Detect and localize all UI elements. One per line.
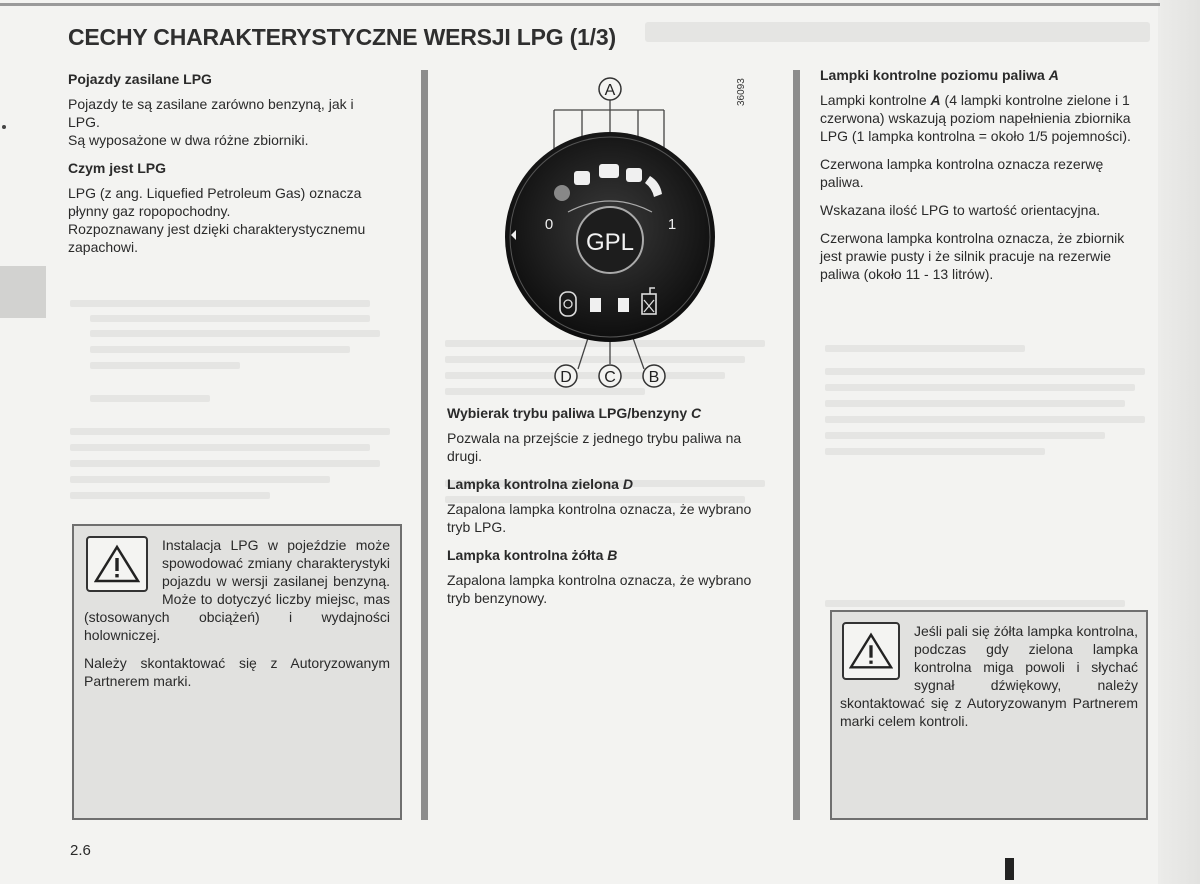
top-rule xyxy=(0,3,1160,6)
callout-c-label: C xyxy=(604,369,616,386)
ghost-line xyxy=(825,384,1135,391)
ghost-line xyxy=(90,315,370,322)
ghost-line xyxy=(825,416,1145,423)
paragraph: Rozpoznawany jest dzięki charakterystycznemu zapachowi. xyxy=(68,221,366,255)
ghost-line xyxy=(825,368,1145,375)
ghost-line xyxy=(70,428,390,435)
heading-ref-letter: B xyxy=(607,547,618,563)
thumb-mark xyxy=(1005,858,1014,880)
heading-text: Lampki kontrolne poziomu paliwa xyxy=(820,67,1045,83)
paragraph: Są wyposażone w dwa różne zbiorniki. xyxy=(68,132,309,148)
warning-text: Instalacja LPG w pojeździe może spowodować zmiany charakterystyki pojazdu w wersji zasilanej benzyną. Może to dotyczyć liczby miejsc, mas (stosowanych obciążeń) i wydajności holowniczej. xyxy=(84,537,390,643)
ghost-line xyxy=(90,346,350,353)
ghost-line xyxy=(70,476,330,483)
heading-text: Lampka kontrolna żółta xyxy=(447,547,604,563)
lpg-switch-diagram xyxy=(498,72,730,402)
section-heading-yellow-lamp xyxy=(447,546,777,564)
column-divider xyxy=(421,70,428,820)
heading-ref-letter: C xyxy=(691,405,702,421)
ghost-line xyxy=(70,300,370,307)
callout-d-label: D xyxy=(560,369,572,386)
ghost-line xyxy=(90,362,240,369)
ghost-line xyxy=(825,345,1025,352)
ghost-line xyxy=(825,432,1105,439)
heading-ref-letter: D xyxy=(622,476,633,492)
warning-text: Jeśli pali się żółta lampka kontrolna, podczas gdy zielona lampka kontrolna miga powoli i słychać sygnał dźwiękowy, należy skontaktować się z Autoryzowanym Partnerem marki celem kontroli. xyxy=(840,623,1138,729)
section-heading-lpg-vehicles: Pojazdy zasilane LPG xyxy=(68,71,212,87)
warning-box-left xyxy=(72,524,402,820)
callout-b-label: B xyxy=(648,369,660,386)
paragraph: Zapalona lampka kontrolna oznacza, że wybrano tryb LPG. xyxy=(447,501,752,535)
paragraph: Pojazdy te są zasilane zarówno benzyną, jak i LPG. xyxy=(68,96,354,130)
gpl-label: GPL xyxy=(585,229,635,256)
ghost-line xyxy=(825,400,1125,407)
dial-label-0: 0 xyxy=(544,216,554,233)
page-title: CECHY CHARAKTERYSTYCZNE WERSJI LPG (1/3) xyxy=(68,24,616,50)
paragraph: LPG (z ang. Liquefied Petroleum Gas) oznacza płynny gaz ropopochodny. xyxy=(68,185,362,219)
column-divider xyxy=(793,70,800,820)
heading-text: Lampka kontrolna zielona xyxy=(447,476,619,492)
middle-column xyxy=(447,404,777,617)
paragraph: Czerwona lampka kontrolna oznacza, że zbiornik jest prawie pusty i że silnik pracuje na rezerwie paliwa (około 11 - 13 litrów). xyxy=(820,230,1125,282)
right-column xyxy=(820,66,1148,293)
paragraph: Zapalona lampka kontrolna oznacza, że wybrano tryb benzynowy. xyxy=(447,572,752,606)
warning-contact-text: Należy skontaktować się z Autoryzowanym Partnerem marki. xyxy=(84,655,390,689)
warning-triangle-icon xyxy=(842,622,900,680)
warning-triangle-icon xyxy=(86,536,148,592)
page-edge xyxy=(1158,0,1200,884)
ghost-line xyxy=(90,330,380,337)
ghost-line xyxy=(825,600,1125,607)
section-heading-selector xyxy=(447,404,777,422)
ghost-line xyxy=(90,395,210,402)
section-heading-green-lamp xyxy=(447,475,777,493)
warning-box-right xyxy=(830,610,1148,820)
page-number: 2.6 xyxy=(70,842,91,859)
margin-dot xyxy=(2,125,6,129)
paragraph: Lampki kontrolne A (4 lampki kontrolne zielone i 1 czerwona) wskazują poziom napełnienia zbiornika LPG (1 lampka kontrolna = około 1/5 pojemności). xyxy=(820,92,1131,144)
section-heading-what-is-lpg: Czym jest LPG xyxy=(68,160,167,176)
paragraph: Czerwona lampka kontrolna oznacza rezerwę paliwa. xyxy=(820,156,1104,190)
paragraph: Wskazana ilość LPG to wartość orientacyjna. xyxy=(820,202,1101,218)
heading-ref-letter: A xyxy=(1048,67,1059,83)
chapter-tab xyxy=(0,266,46,318)
ghost-line xyxy=(70,460,380,467)
paragraph: Pozwala na przejście z jednego trybu paliwa na drugi. xyxy=(447,430,742,464)
ghost-line xyxy=(70,492,270,499)
dial-label-1: 1 xyxy=(667,216,677,233)
green-lamp-d xyxy=(590,298,601,312)
ghost-line xyxy=(825,448,1045,455)
section-heading-fuel-level xyxy=(820,66,1148,84)
left-column xyxy=(68,70,386,266)
bleed-through-title xyxy=(645,22,1150,42)
ghost-line xyxy=(70,444,370,451)
image-code: 36093 xyxy=(736,78,747,106)
callout-a-label: A xyxy=(604,82,616,99)
yellow-lamp-b xyxy=(618,298,629,312)
heading-text: Wybierak trybu paliwa LPG/benzyny xyxy=(447,405,688,421)
